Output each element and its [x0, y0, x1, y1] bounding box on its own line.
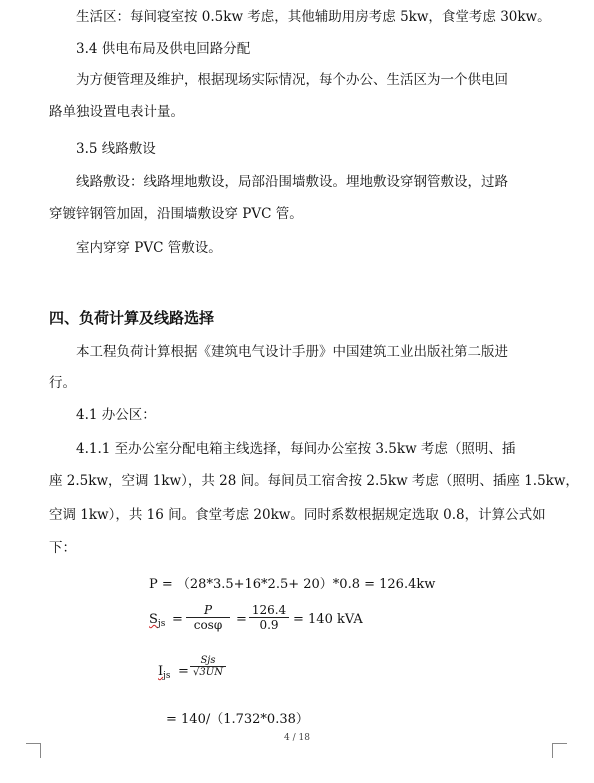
text-line-10: 行。 [49, 375, 76, 391]
formula-p: P = （28*3.5+16*2.5+ 20）*0.8 = 126.4kw [149, 577, 436, 592]
text-line-14: 空调 1kw），共 16 间。食堂考虑 20kw。同时系数根据规定选取 0.8，计算公式如 [49, 507, 546, 523]
fraction-p-over-cos [186, 603, 230, 632]
text-line-1: 生活区：每间寝室按 0.5kw 考虑，其他辅助用房考虑 5kw，食堂考虑 30kw。 [76, 9, 551, 25]
i-symbol: I [158, 664, 164, 679]
formula-i-result: = 140/（1.732*0.38） [166, 712, 309, 727]
formula-s-result: = 140 kVA [293, 612, 363, 627]
text-line-13: 座 2.5kw，空调 1kw），共 28 间。每间员工宿舍按 2.5kw 考虑（照明、插座 1.5kw， [49, 473, 579, 489]
formula-eq-3: = [178, 664, 189, 679]
fraction-values [249, 603, 289, 632]
s-symbol: S [149, 612, 158, 627]
formula-s-symbol [149, 612, 165, 629]
text-line-8: 室内穿穿 PVC 管敷设。 [76, 240, 222, 256]
formula-eq-2: = [236, 612, 247, 627]
s-sub: js [157, 619, 166, 629]
fraction-3-numerator: Sjs [190, 655, 226, 667]
i-sub: js [163, 671, 171, 681]
text-line-15: 下： [49, 540, 76, 556]
fraction-2-denominator: 0.9 [259, 618, 279, 632]
section-3-4-title: 3.4 供电布局及供电回路分配 [76, 41, 251, 57]
fraction-2-numerator: 126.4 [249, 603, 289, 618]
text-line-6: 线路敷设：线路埋地敷设，局部沿围墙敷设。埋地敷设穿钢管敷设，过路 [76, 174, 508, 190]
text-line-3: 为方便管理及维护，根据现场实际情况，每个办公、生活区为一个供电回 [76, 72, 508, 88]
fraction-3-denominator: √3UN [193, 667, 223, 678]
text-line-12: 4.1.1 至办公室分配电箱主线选择，每间办公室按 3.5kw 考虑（照明、插 [76, 441, 516, 457]
corner-mark-right [552, 743, 567, 758]
section-4-1-title: 4.1 办公区： [76, 407, 156, 423]
text-line-9: 本工程负荷计算根据《建筑电气设计手册》中国建筑工业出版社第二版进 [76, 344, 508, 360]
fraction-1-numerator: P [186, 603, 230, 618]
page-number: 4 / 18 [284, 733, 310, 743]
fraction-s-over-root3u [190, 655, 226, 678]
formula-i-symbol [158, 664, 171, 681]
text-line-7: 穿镀锌钢管加固，沿围墙敷设穿 PVC 管。 [49, 206, 303, 222]
text-line-4: 路单独设置电表计量。 [49, 104, 184, 120]
section-3-5-title: 3.5 线路敷设 [76, 141, 156, 157]
fraction-1-denominator: cosφ [193, 618, 223, 632]
corner-mark-left [26, 743, 41, 758]
section-4-heading: 四、负荷计算及线路选择 [49, 309, 215, 327]
formula-eq-1: = [172, 612, 183, 627]
